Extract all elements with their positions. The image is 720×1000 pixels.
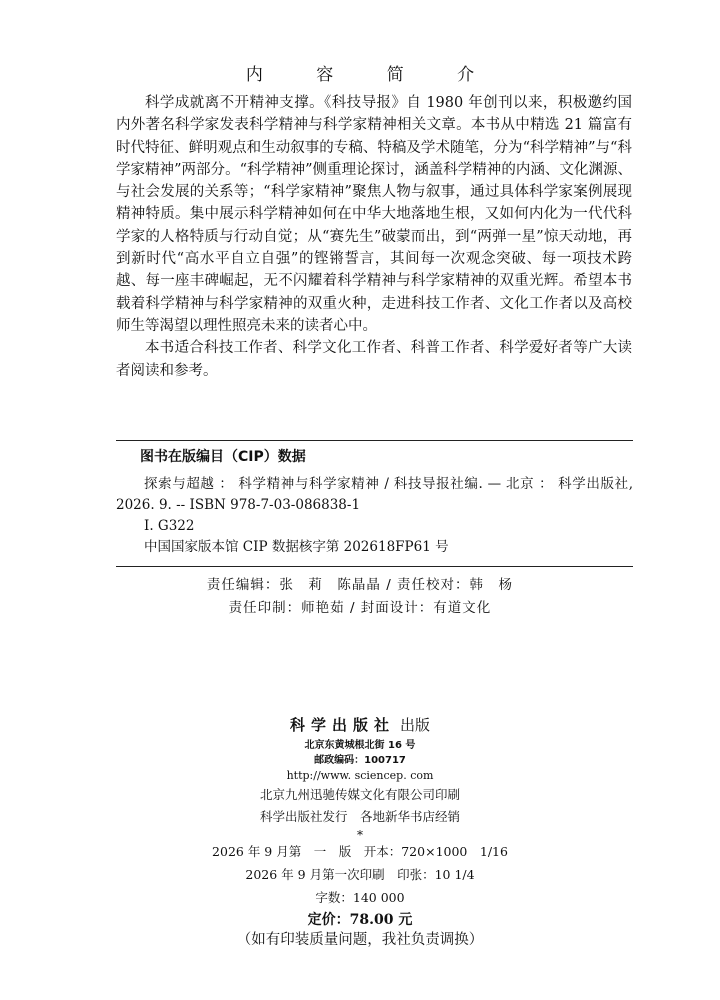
spec-edition: 2026 年 9 月第 一 版 开本：720×1000 1/16 [212,844,508,859]
publisher-address: 北京东黄城根北街 16 号 [304,740,416,751]
cip-classification: Ⅰ. G322 [144,518,195,534]
page-title: 内 容 简 介 [245,65,499,85]
quality-notice: （如有印装质量问题，我社负责调换） [236,932,484,948]
cip-bottom-rule [116,566,633,567]
publisher-suffix: 出版 [400,716,431,734]
spec-word-count: 字数：140 000 [315,890,405,905]
credits-editors: 责任编辑：张 莉 陈晶晶 / 责任校对：韩 杨 [206,577,514,593]
printer: 北京九州迅驰传媒文化有限公司印刷 [259,787,460,802]
intro-paragraph-2: 本书适合科技工作者、科学文化工作者、科普工作者、科学爱好者等广大读者阅读和参考。 [116,340,632,379]
credits [0,574,720,620]
distribution: 科学出版社发行 各地新华书店经销 [259,809,460,824]
publisher-postcode: 邮政编码：100717 [314,755,406,766]
publisher-block [0,712,720,842]
cip-description: 探索与超越 ： 科学精神与科学家精神 / 科技导报社编. — 北京 ： 科学出版社, 2026. 9. -- ISBN 978-7-03-086838-1 [116,476,633,513]
spec-printing: 2026 年 9 月第一次印刷 印张：10 1/4 [245,867,475,882]
spec-price: 定价：78.00 元 [307,912,413,928]
credits-production: 责任印制：师艳茹 / 封面设计：有道文化 [228,600,492,616]
cip-block [116,474,633,558]
specs-block [0,840,720,932]
introduction [116,92,632,382]
cip-heading: 图书在版编目（CIP）数据 [140,449,306,465]
cip-record: 中国国家版本馆 CIP 数据核字第 202618FP61 号 [144,539,449,555]
cip-top-rule [116,440,633,441]
publisher-url: http://www. sciencep. com [286,769,434,782]
publisher-name: 科学出版社 [289,716,395,734]
intro-paragraph-1: 科学成就离不开精神支撑。《科技导报》自 1980 年创刊以来，积极邀约国内外著名科学家发表科学精神与科学家精神相关文章。本书从中精选 21 篇富有时代特征、鲜明观点和生动叙事的专稿、特稿及学术随笔，分为“科学精神”与“科学家精神”两部分。“科学精神”侧重理论探讨，涵盖科学精神的内涵、文化渊源、与社会发展的关系等；“科学家精神”聚焦人物与叙事，通过具体科学家案例展现精神特质。集中展示科学精神如何在中华大地落地生根，又如何内化为一代代科学家的人格特质与行动自觉；从“赛先生”破蒙而出，到“两弹一星”惊天动地，再到新时代“高水平自立自强”的铿锵誓言，其间每一次观念突破、每一项技术跨越、每一座丰碑崛起，无不闪耀着科学精神与科学家精神的双重光辉。希望本书载着科学精神与科学家精神的双重火种，走进科技工作者、文化工作者以及高校师生等渴望以理性照亮未来的读者心中。 [116,95,632,334]
separator-star: * [357,828,363,842]
